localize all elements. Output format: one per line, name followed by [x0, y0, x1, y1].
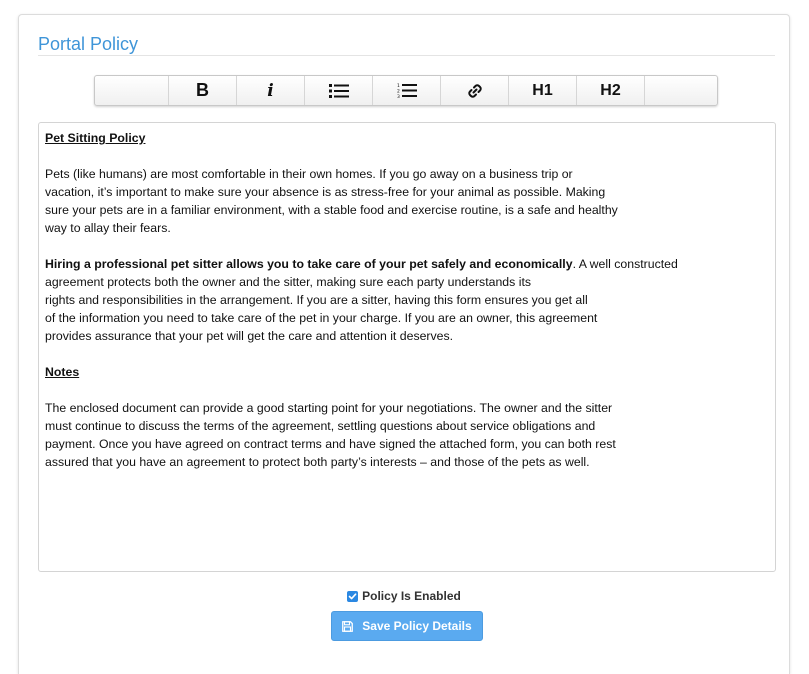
editor-line: way to allay their fears. — [45, 221, 171, 235]
bold-button[interactable]: B — [169, 76, 237, 105]
svg-text:3: 3 — [396, 95, 400, 98]
h2-button[interactable]: H2 — [577, 76, 645, 105]
title-divider — [38, 55, 775, 56]
editor-line: must continue to discuss the terms of the agreement, settling questions about service obligations and — [45, 419, 596, 433]
link-button[interactable] — [441, 76, 509, 105]
editor-line — [45, 255, 769, 273]
bullet-list-button[interactable] — [305, 76, 373, 105]
save-policy-button[interactable] — [331, 611, 483, 641]
ordered-list-icon — [397, 83, 417, 98]
h1-button[interactable]: H1 — [509, 76, 577, 105]
toolbar-spacer-left — [95, 76, 169, 105]
editor-line: agreement protects both the owner and the sitter, making sure each party understands its — [45, 275, 532, 289]
portal-policy-panel — [18, 14, 790, 674]
editor-line: payment. Once you have agreed on contract terms and have signed the attached form, you can both rest — [45, 437, 616, 451]
policy-editor[interactable] — [38, 122, 776, 572]
floppy-disk-icon — [342, 621, 353, 632]
policy-enabled-checkbox[interactable] — [347, 591, 358, 602]
svg-text:2: 2 — [396, 89, 400, 95]
editor-line: vacation, it’s important to make sure your absence is as stress-free for your animal as possible. Making — [45, 185, 606, 199]
editor-line: assured that you have an agreement to protect both party’s interests – and those of the pets as well. — [45, 455, 590, 469]
editor-text: . A well constructed — [572, 257, 678, 271]
save-policy-label: Save Policy Details — [362, 619, 472, 633]
editor-bold-text: Hiring a professional pet sitter allows you to take care of your pet safely and economically — [45, 257, 573, 271]
editor-heading-pet-sitting: Pet Sitting Policy — [45, 131, 146, 145]
link-icon — [467, 83, 483, 99]
checkmark-icon — [348, 592, 357, 601]
numbered-list-button[interactable] — [373, 76, 441, 105]
unordered-list-icon — [329, 84, 349, 98]
policy-enabled-label[interactable]: Policy Is Enabled — [362, 589, 461, 603]
italic-button[interactable]: i — [237, 76, 305, 105]
toolbar-spacer-right — [645, 76, 717, 105]
editor-line: sure your pets are in a familiar environment, with a stable food and exercise routine, is a safe and healthy — [45, 203, 618, 217]
editor-heading-notes: Notes — [45, 365, 80, 379]
policy-enabled-row — [19, 589, 789, 603]
editor-toolbar — [94, 75, 718, 106]
panel-title: Portal Policy — [38, 34, 139, 54]
editor-line: The enclosed document can provide a good starting point for your negotiations. The owner and the sitter — [45, 401, 613, 415]
editor-line: provides assurance that your pet will get the care and attention it deserves. — [45, 329, 454, 343]
editor-line: Pets (like humans) are most comfortable in their own homes. If you go away on a business trip or — [45, 167, 573, 181]
editor-line: rights and responsibilities in the arrangement. If you are a sitter, having this form ensures you get all — [45, 293, 588, 307]
svg-text:1: 1 — [396, 84, 400, 89]
editor-line: of the information you need to take care of the pet in your charge. If you are an owner, this agreement — [45, 311, 598, 325]
